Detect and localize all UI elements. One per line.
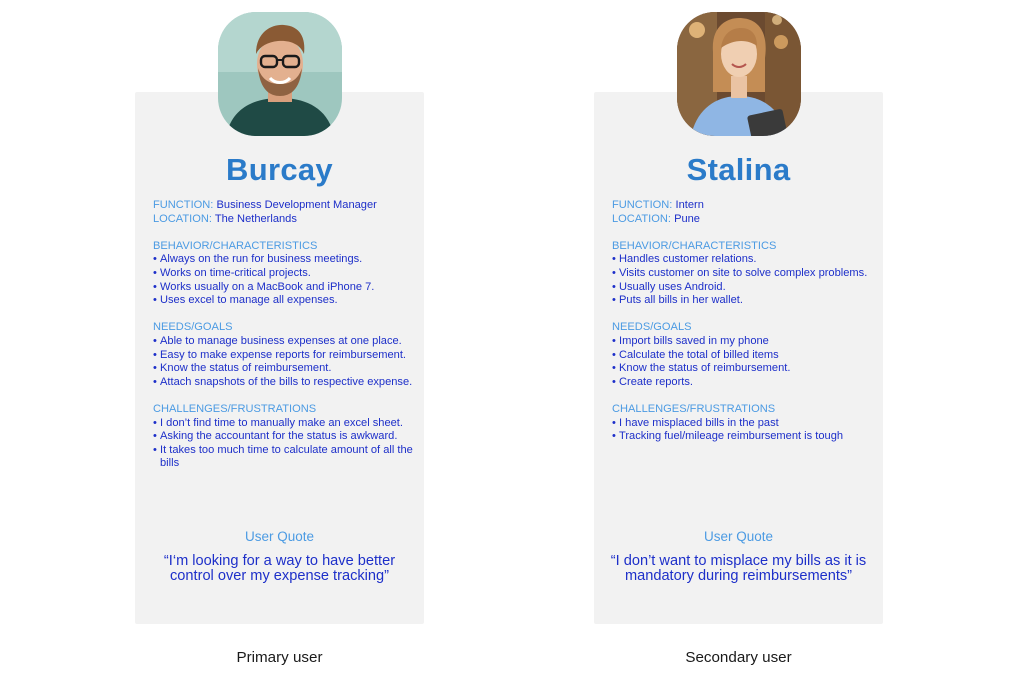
- function-line: [612, 199, 877, 213]
- needs-item: • Create reports.: [612, 376, 877, 390]
- needs-heading: NEEDS/GOALS: [612, 321, 692, 334]
- needs-item: • Import bills saved in my phone: [612, 335, 877, 349]
- persona-name: Burcay: [226, 152, 333, 187]
- persona-card-secondary: [594, 92, 883, 624]
- user-quote: “I don’t want to misplace my bills as it is mandatory during reimbursements”: [610, 553, 867, 585]
- persona-card-primary: [135, 92, 424, 624]
- behavior-item: • Works on time-critical projects.: [153, 267, 418, 281]
- quote-label: User Quote: [703, 529, 774, 544]
- man-portrait-image: [218, 12, 342, 136]
- woman-portrait-image: [677, 12, 801, 136]
- needs-item: • Attach snapshots of the bills to respective expense.: [153, 376, 418, 390]
- location-line: [612, 213, 877, 227]
- function-line: [153, 199, 418, 213]
- challenges-item: • Asking the accountant for the status is awkward.: [153, 430, 418, 444]
- challenges-item: • Tracking fuel/mileage reimbursement is tough: [612, 430, 877, 444]
- behavior-item: • Works usually on a MacBook and iPhone 7.: [153, 281, 418, 295]
- needs-item: • Know the status of reimbursement.: [153, 362, 418, 376]
- behavior-item: • Usually uses Android.: [612, 281, 877, 295]
- needs-heading: NEEDS/GOALS: [153, 321, 233, 334]
- challenges-item: • I have misplaced bills in the past: [612, 417, 877, 431]
- challenges-section: [153, 403, 418, 471]
- behavior-item: • Uses excel to manage all expenses.: [153, 294, 418, 308]
- challenges-heading: CHALLENGES/FRUSTRATIONS: [612, 402, 776, 415]
- behavior-item: • Always on the run for business meetings.: [153, 253, 418, 267]
- persona-details: [612, 199, 877, 444]
- needs-item: • Able to manage business expenses at one place.: [153, 335, 418, 349]
- function-label: FUNCTION:: [153, 199, 214, 211]
- user-quote: “I‘m looking for a way to have better control over my expense tracking”: [163, 553, 396, 585]
- location-value: Pune: [674, 212, 700, 225]
- needs-item: • Calculate the total of billed items: [612, 349, 877, 363]
- caption-secondary-user: Secondary user: [685, 649, 792, 666]
- challenges-item: • It takes too much time to calculate amount of all the bills: [153, 444, 418, 471]
- persona-name: Stalina: [686, 152, 791, 187]
- needs-item: • Know the status of reimbursement.: [612, 362, 877, 376]
- caption-primary-user: Primary user: [236, 649, 323, 666]
- challenges-section: [612, 403, 877, 444]
- behavior-item: • Handles customer relations.: [612, 253, 877, 267]
- function-value: Intern: [675, 199, 704, 211]
- needs-section: [153, 321, 418, 389]
- location-label: LOCATION:: [612, 212, 671, 225]
- persona-photo-burcay: [218, 12, 342, 136]
- challenges-item: • I don’t find time to manually make an excel sheet.: [153, 417, 418, 431]
- challenges-heading: CHALLENGES/FRUSTRATIONS: [153, 402, 317, 415]
- persona-photo-stalina: [677, 12, 801, 136]
- behavior-heading: BEHAVIOR/CHARACTERISTICS: [153, 239, 318, 252]
- behavior-item: • Visits customer on site to solve complex problems.: [612, 267, 877, 281]
- behavior-item: • Puts all bills in her wallet.: [612, 294, 877, 308]
- needs-section: [612, 321, 877, 389]
- location-value: The Netherlands: [214, 212, 297, 225]
- behavior-section: [612, 240, 877, 308]
- function-value: Business Development Manager: [216, 199, 377, 211]
- behavior-section: [153, 240, 418, 308]
- location-line: [153, 213, 418, 227]
- location-label: LOCATION:: [153, 212, 212, 225]
- persona-details: [153, 199, 418, 471]
- behavior-heading: BEHAVIOR/CHARACTERISTICS: [612, 239, 777, 252]
- needs-item: • Easy to make expense reports for reimbursement.: [153, 349, 418, 363]
- function-label: FUNCTION:: [612, 199, 673, 211]
- quote-label: User Quote: [244, 529, 315, 544]
